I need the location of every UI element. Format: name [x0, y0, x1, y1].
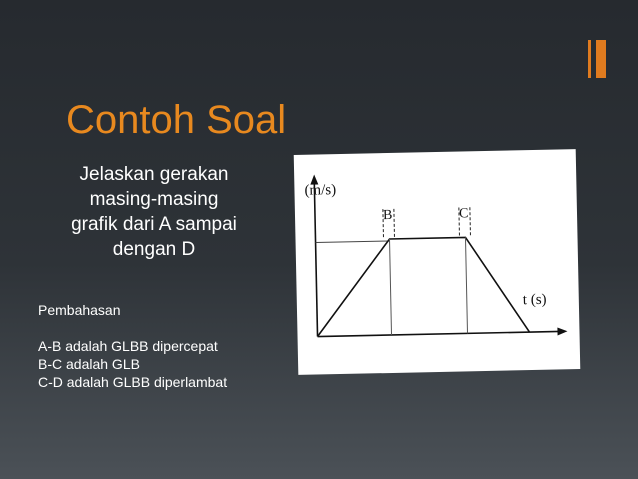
decor-bar-thick	[596, 40, 606, 78]
answer-line: C-D adalah GLBB diperlambat	[38, 374, 228, 390]
x-axis-arrow	[557, 327, 567, 335]
reference-line	[316, 241, 390, 243]
point-label-b: B	[382, 207, 393, 224]
answer-line: B-C adalah GLB	[38, 356, 140, 372]
guide-b	[390, 239, 392, 335]
guide-c	[465, 237, 467, 333]
marker-b-right	[394, 209, 395, 239]
x-axis-label: t (s)	[522, 291, 547, 309]
decor-bar-thin	[588, 40, 591, 78]
slide-title: Contoh Soal	[66, 98, 287, 142]
velocity-curve	[316, 236, 530, 336]
question-text	[34, 162, 274, 262]
answer-text	[38, 301, 227, 391]
question-line: Jelaskan gerakan	[79, 164, 229, 185]
x-axis	[318, 331, 560, 336]
answer-spacer	[38, 319, 227, 337]
y-axis	[314, 181, 317, 337]
marker-c-right	[470, 207, 471, 237]
y-axis-label: (m/s)	[304, 182, 337, 199]
question-line: grafik dari A sampai	[71, 214, 237, 235]
point-label-c: C	[458, 206, 469, 222]
question-line: masing-masing	[89, 189, 219, 210]
question-line: dengan D	[112, 239, 196, 260]
velocity-time-graph	[294, 149, 581, 375]
answer-line: A-B adalah GLBB dipercepat	[38, 338, 218, 354]
graph-svg	[294, 149, 581, 375]
answer-heading: Pembahasan	[38, 302, 121, 318]
